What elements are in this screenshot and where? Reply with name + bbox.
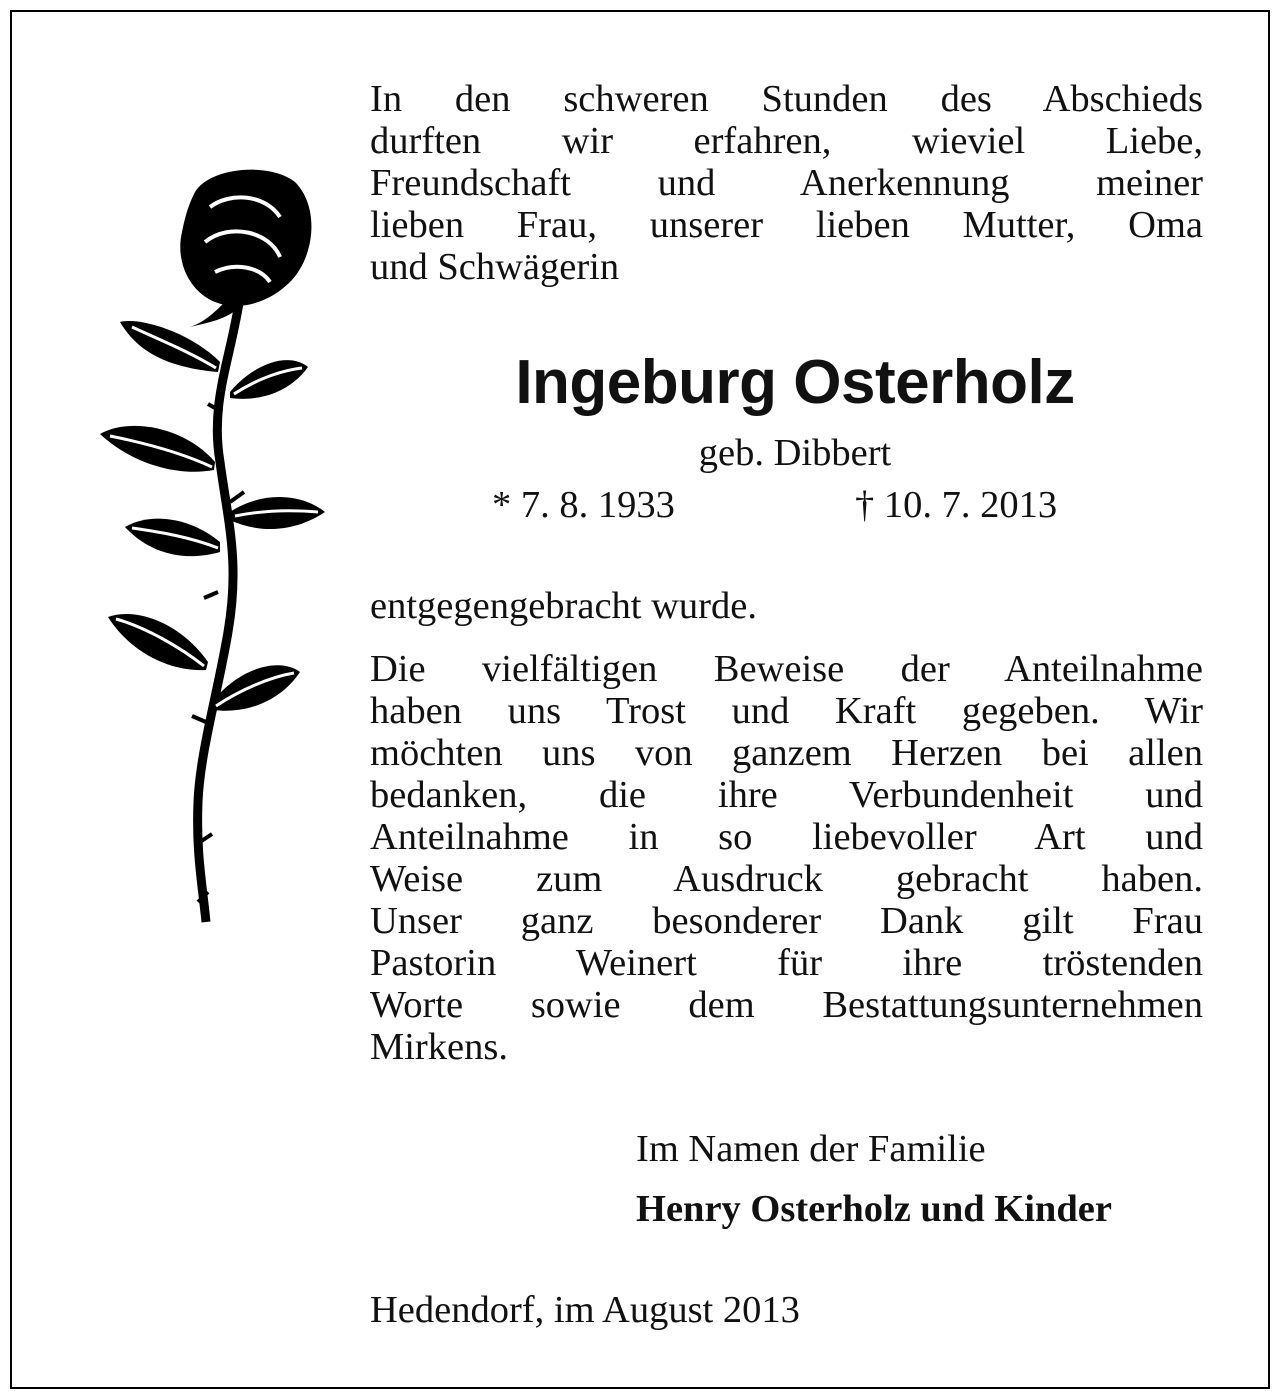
thanks-line: bedanken, die ihre Verbundenheit und <box>370 774 1203 816</box>
intro-line: durften wir erfahren, wieviel Liebe, <box>370 120 1203 162</box>
thanks-line: möchten uns von ganzem Herzen bei allen <box>370 732 1203 774</box>
intro-line: und Schwägerin <box>370 246 620 288</box>
thanks-line: Weise zum Ausdruck gebracht haben. <box>370 858 1203 900</box>
deceased-name: Ingeburg Osterholz <box>515 348 1075 417</box>
thanks-paragraph <box>370 648 1203 1068</box>
intro-paragraph <box>370 78 1203 288</box>
birth-date: * 7. 8. 1933 <box>492 484 675 526</box>
rose-icon <box>90 162 340 932</box>
place-date: Hedendorf, im August 2013 <box>370 1289 800 1331</box>
thanks-line: Unser ganz besonderer Dank gilt Frau <box>370 900 1203 942</box>
death-date: † 10. 7. 2013 <box>855 484 1058 526</box>
intro-line: In den schweren Stunden des Abschieds <box>370 78 1203 120</box>
thanks-line: Mirkens. <box>370 1026 508 1068</box>
intro-line: Freundschaft und Anerkennung meiner <box>370 162 1203 204</box>
signature-intro: Im Namen der Familie <box>636 1128 986 1170</box>
thanks-line: Die vielfältigen Beweise der Anteilnahme <box>370 648 1203 690</box>
thanks-line: Anteilnahme in so liebevoller Art und <box>370 816 1203 858</box>
continuation-line: entgegengebracht wurde. <box>370 585 757 627</box>
thanks-line: Worte sowie dem Bestattungsunternehmen <box>370 984 1203 1026</box>
maiden-name: geb. Dibbert <box>698 432 892 474</box>
signature-names: Henry Osterholz und Kinder <box>636 1188 1112 1230</box>
thanks-line: haben uns Trost und Kraft gegeben. Wir <box>370 690 1203 732</box>
intro-line: lieben Frau, unserer lieben Mutter, Oma <box>370 204 1203 246</box>
obituary-card <box>10 10 1270 1389</box>
thanks-line: Pastorin Weinert für ihre tröstenden <box>370 942 1203 984</box>
